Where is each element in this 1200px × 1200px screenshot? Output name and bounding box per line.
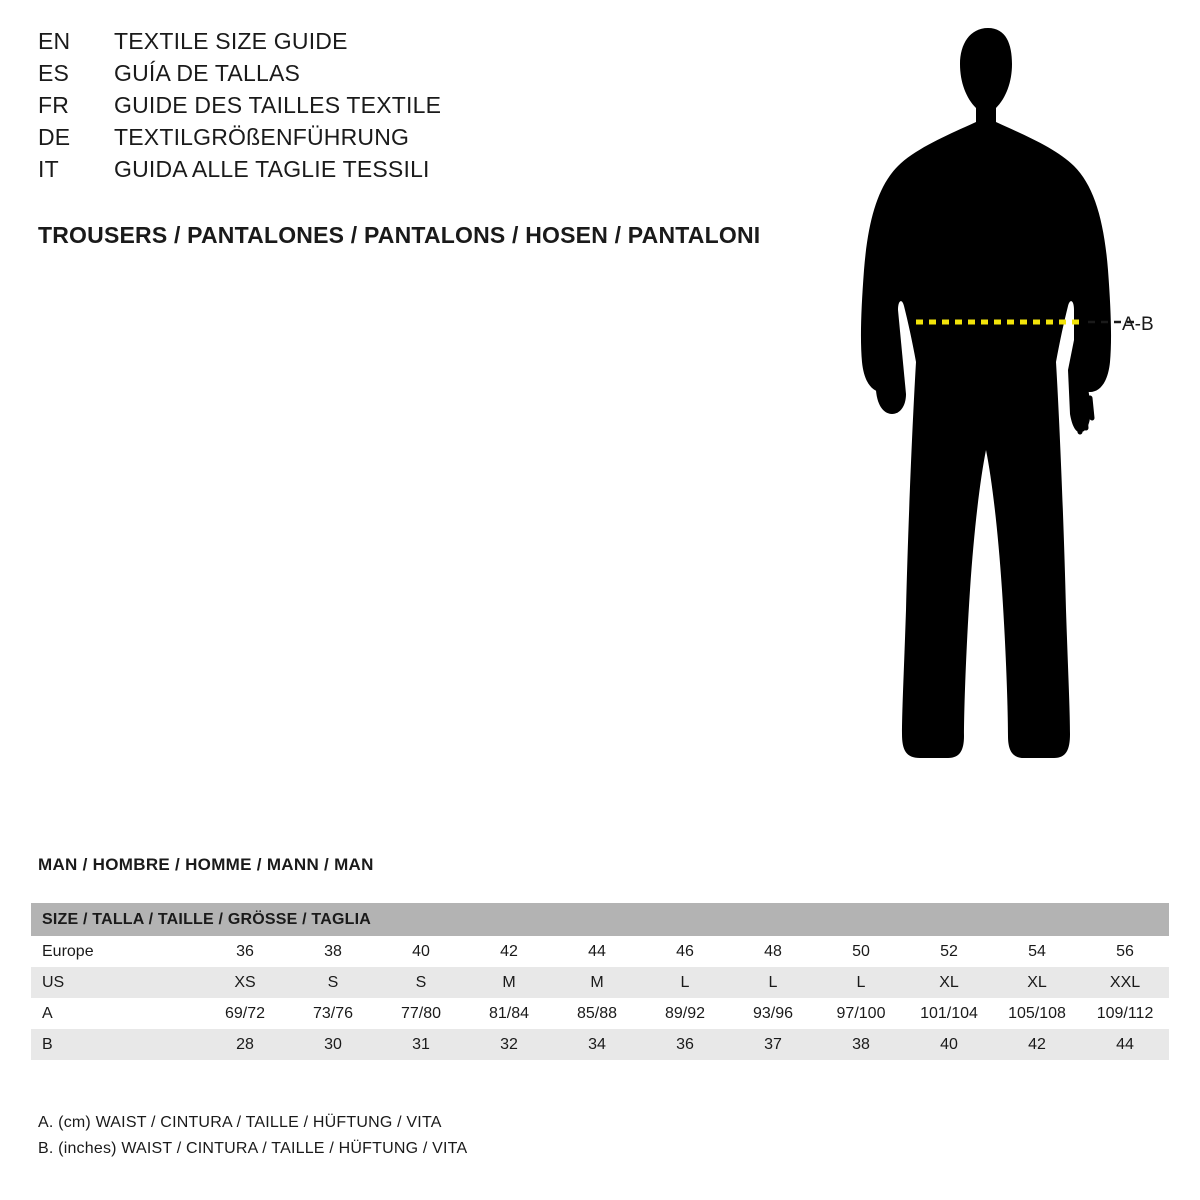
cell: 38 — [852, 1035, 870, 1053]
table-header-row — [31, 903, 1169, 936]
cell: 73/76 — [312, 1004, 354, 1022]
language-code: IT — [38, 156, 59, 182]
cell: 56 — [1116, 942, 1134, 960]
language-title: TEXTILGRÖßENFÜHRUNG — [114, 124, 410, 150]
row-label: US — [42, 973, 65, 991]
cell: L — [856, 973, 866, 991]
footnotes — [38, 1110, 467, 1162]
language-row — [38, 92, 798, 124]
cell: 54 — [1028, 942, 1046, 960]
cell: M — [502, 973, 516, 991]
cell: 101/104 — [920, 1004, 978, 1022]
cell: 28 — [236, 1035, 254, 1053]
language-code: EN — [38, 28, 71, 54]
size-table — [31, 903, 1169, 1060]
cell: 42 — [1028, 1035, 1046, 1053]
cell: 46 — [676, 942, 694, 960]
language-list — [38, 28, 798, 188]
language-code: ES — [38, 60, 70, 86]
measure-label-ab: A-B — [1122, 314, 1154, 335]
cell: 48 — [764, 942, 782, 960]
cell: 38 — [324, 942, 342, 960]
table-row — [31, 967, 1169, 998]
row-label: B — [42, 1035, 53, 1053]
row-label: A — [42, 1004, 53, 1022]
cell: 77/80 — [400, 1004, 442, 1022]
row-label: Europe — [42, 942, 94, 960]
cell: 105/108 — [1008, 1004, 1066, 1022]
table-row — [31, 998, 1169, 1029]
cell: L — [680, 973, 690, 991]
cell: 31 — [412, 1035, 430, 1053]
cell: 69/72 — [224, 1004, 266, 1022]
language-title: GUIDA ALLE TAGLIE TESSILI — [114, 156, 430, 182]
language-title: TEXTILE SIZE GUIDE — [114, 28, 348, 54]
language-row — [38, 60, 798, 92]
cell: 40 — [940, 1035, 958, 1053]
table-row — [31, 1029, 1169, 1060]
cell: 40 — [412, 942, 430, 960]
cell: XS — [234, 973, 256, 991]
cell: 97/100 — [836, 1004, 886, 1022]
cell: 109/112 — [1096, 1004, 1154, 1022]
cell: 93/96 — [752, 1004, 794, 1022]
cell: 37 — [764, 1035, 782, 1053]
garment-type-title: TROUSERS / PANTALONES / PANTALONS / HOSEN / PANTALONI — [38, 222, 761, 248]
language-row — [38, 28, 798, 60]
cell: 32 — [500, 1035, 518, 1053]
cell: 44 — [1116, 1035, 1134, 1053]
cell: S — [415, 973, 427, 991]
cell: XL — [939, 973, 959, 991]
cell: XXL — [1109, 973, 1141, 991]
language-title: GUÍA DE TALLAS — [114, 60, 301, 86]
table-row — [31, 936, 1169, 967]
table-header-cell: SIZE / TALLA / TAILLE / GRÖSSE / TAGLIA — [31, 903, 1169, 936]
cell: L — [768, 973, 778, 991]
cell: 50 — [852, 942, 870, 960]
cell: XL — [1027, 973, 1047, 991]
language-title: GUIDE DES TAILLES TEXTILE — [114, 92, 442, 118]
table-section-title: MAN / HOMBRE / HOMME / MANN / MAN — [38, 855, 374, 874]
cell: 36 — [236, 942, 254, 960]
language-code: FR — [38, 92, 70, 118]
cell: 52 — [940, 942, 958, 960]
male-silhouette-icon — [820, 10, 1190, 800]
silhouette-figure — [820, 10, 1190, 800]
cell: 30 — [324, 1035, 342, 1053]
cell: 42 — [500, 942, 518, 960]
language-row — [38, 124, 798, 156]
cell: M — [590, 973, 604, 991]
footnote-b: B. (inches) WAIST / CINTURA / TAILLE / HÜFTUNG / VITA — [38, 1140, 468, 1157]
cell: 89/92 — [664, 1004, 706, 1022]
language-row — [38, 156, 798, 188]
cell: 85/88 — [576, 1004, 618, 1022]
footnote-a: A. (cm) WAIST / CINTURA / TAILLE / HÜFTUNG / VITA — [38, 1114, 442, 1131]
cell: 36 — [676, 1035, 694, 1053]
cell: 44 — [588, 942, 606, 960]
cell: S — [327, 973, 339, 991]
cell: 34 — [588, 1035, 606, 1053]
cell: 81/84 — [488, 1004, 530, 1022]
language-code: DE — [38, 124, 71, 150]
